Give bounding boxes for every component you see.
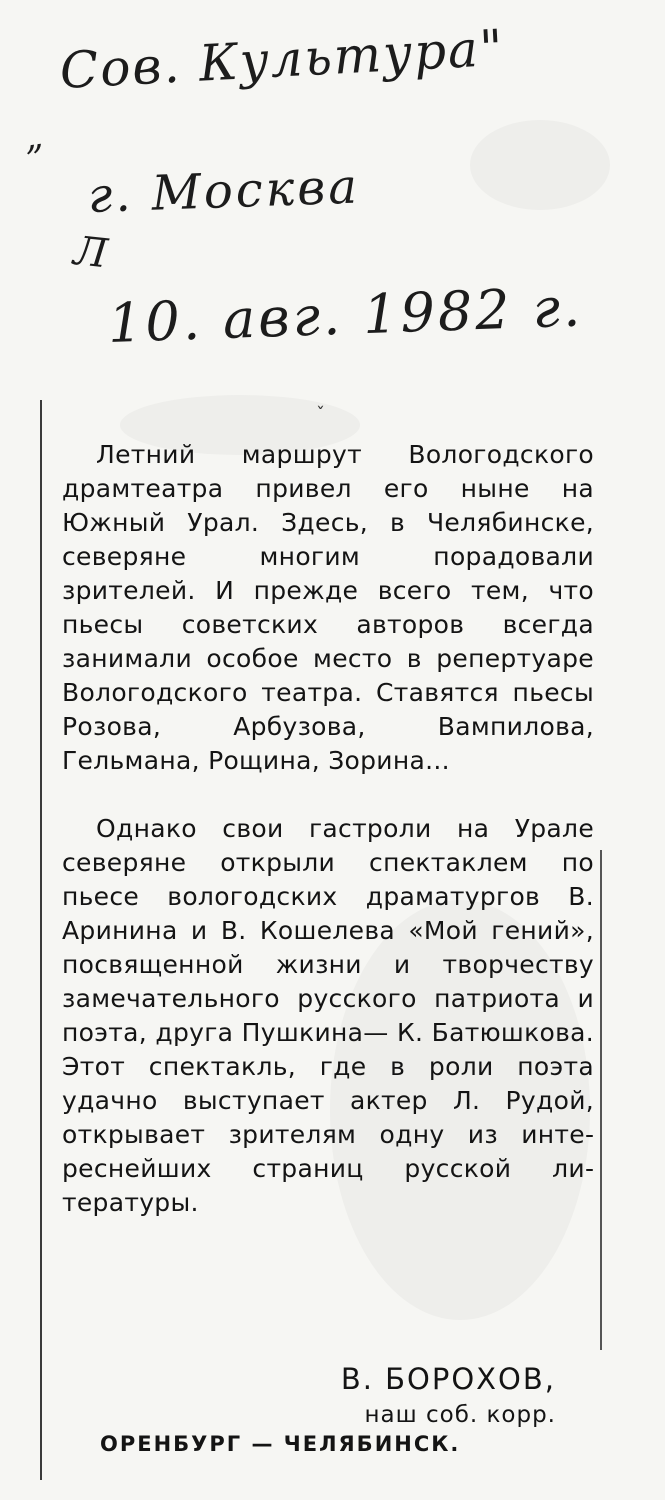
handwritten-quote-mark: „ xyxy=(21,115,46,159)
article-paragraph-2: Однако свои гастроли на Урале северяне открыли спектаклем по пьесе вологодских драматургов В. Аринина и В. Кошелева «Мой гений», посвященной жизни и творчеству замечательного русского патриота и поэта, друга Пушкина— К. Батюшкова. Этот спектакль, где в роли поэта удачно выступает актер Л. Рудой, открывает зрителям одну из интереснейших страниц русской литературы. xyxy=(62,814,594,1217)
handwritten-mark: Л xyxy=(71,228,110,278)
clipping-top-mark: ˇ xyxy=(316,404,325,425)
clipping-right-edge xyxy=(600,850,602,1350)
dateline-place: ОРЕНБУРГ — ЧЕЛЯБИНСК. xyxy=(100,1432,461,1456)
author-name: В. БОРОХОВ, xyxy=(340,1362,556,1396)
article-paragraph-1: Летний маршрут Вологодского драмтеатра привел его ныне на Южный Урал. Здесь, в Челябинске, северяне многим порадовали зрителей. И прежде всего тем, что пьесы советских авторов всегда занимали особое место в репертуаре Вологодского театра. Ставятся пьесы Розова, Арбузова, Вампилова, Гельмана, Рощина, Зорина... xyxy=(62,440,594,775)
handwritten-newspaper-name: Сов. Культура" xyxy=(58,18,507,100)
clipping-left-edge xyxy=(40,400,42,1480)
article-body xyxy=(62,438,594,1220)
handwritten-city: г. Москва xyxy=(87,158,361,224)
scan-smudge xyxy=(470,120,610,210)
author-role: наш соб. корр. xyxy=(364,1402,556,1428)
handwritten-date: 10. авг. 1982 г. xyxy=(106,275,585,355)
